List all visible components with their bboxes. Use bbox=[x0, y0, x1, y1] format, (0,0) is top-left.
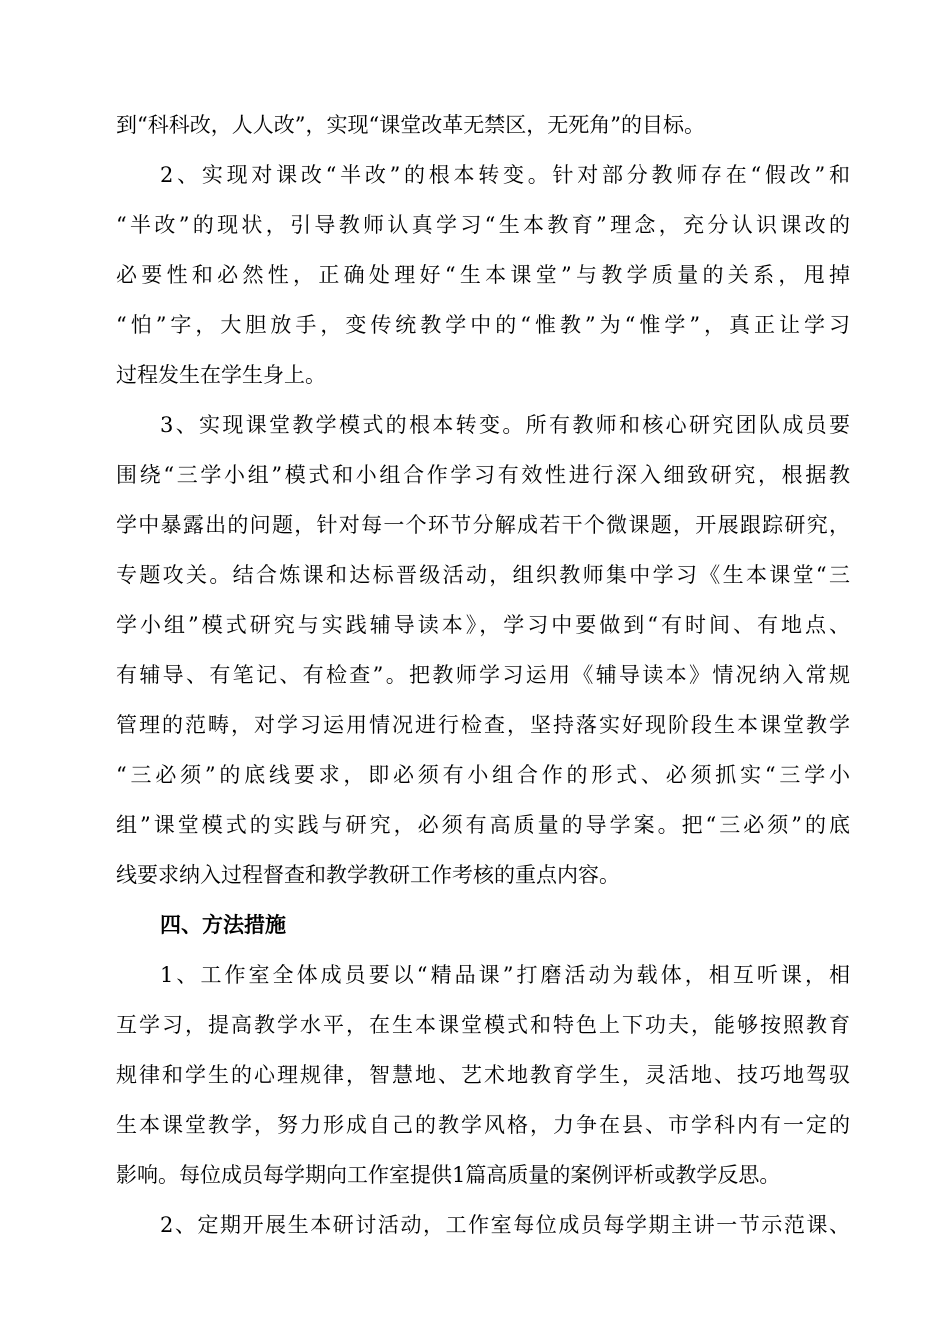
paragraph-line: 过程发生在学生身上。 bbox=[116, 363, 326, 387]
paragraph-line: 专题攻关。结合炼课和达标晋级活动，组织教师集中学习《生本课堂“三 bbox=[116, 563, 850, 587]
paragraph-line: 规律和学生的心理规律，智慧地、艺术地教育学生，灵活地、技巧地驾驭 bbox=[116, 1063, 850, 1087]
paragraph-line: 2、定期开展生本研讨活动，工作室每位成员每学期主讲一节示范课、 bbox=[160, 1213, 850, 1237]
paragraph-line: 围绕“三学小组”模式和小组合作学习有效性进行深入细致研究，根据教 bbox=[116, 463, 850, 487]
paragraph-line: “半改”的现状，引导教师认真学习“生本教育”理念，充分认识课改的 bbox=[116, 213, 850, 237]
paragraph-line: 学小组”模式研究与实践辅导读本》，学习中要做到“有时间、有地点、 bbox=[116, 613, 850, 637]
paragraph-line: 必要性和必然性，正确处理好“生本课堂”与教学质量的关系，甩掉 bbox=[116, 263, 850, 287]
paragraph-line: 到“科科改，人人改”，实现“课堂改革无禁区，无死角”的目标。 bbox=[116, 113, 705, 137]
paragraph-line: 2、实现对课改“半改”的根本转变。针对部分教师存在“假改”和 bbox=[160, 163, 850, 187]
paragraph-line: 学中暴露出的问题，针对每一个环节分解成若干个微课题，开展跟踪研究， bbox=[116, 513, 850, 537]
paragraph-line: 影响。每位成员每学期向工作室提供1篇高质量的案例评析或教学反思。 bbox=[116, 1163, 781, 1187]
section-heading: 四、方法措施 bbox=[160, 912, 286, 937]
paragraph-line: 3、实现课堂教学模式的根本转变。所有教师和核心研究团队成员要 bbox=[160, 413, 850, 437]
paragraph-line: “三必须”的底线要求，即必须有小组合作的形式、必须抓实“三学小 bbox=[116, 763, 850, 787]
paragraph-line: 线要求纳入过程督查和教学教研工作考核的重点内容。 bbox=[116, 863, 620, 887]
paragraph-line: 组”课堂模式的实践与研究，必须有高质量的导学案。把“三必须”的底 bbox=[116, 813, 850, 837]
paragraph-line: “怕”字，大胆放手，变传统教学中的“惟教”为“惟学”，真正让学习 bbox=[116, 313, 850, 337]
paragraph-line: 生本课堂教学，努力形成自己的教学风格，力争在县、市学科内有一定的 bbox=[116, 1113, 850, 1137]
paragraph-line: 互学习，提高教学水平，在生本课堂模式和特色上下功夫，能够按照教育 bbox=[116, 1013, 850, 1037]
paragraph-line: 1、工作室全体成员要以“精品课”打磨活动为载体，相互听课，相 bbox=[160, 963, 850, 987]
paragraph-line: 管理的范畴，对学习运用情况进行检查，坚持落实好现阶段生本课堂教学 bbox=[116, 713, 850, 737]
paragraph-line: 有辅导、有笔记、有检查”。把教师学习运用《辅导读本》情况纳入常规 bbox=[116, 663, 850, 687]
